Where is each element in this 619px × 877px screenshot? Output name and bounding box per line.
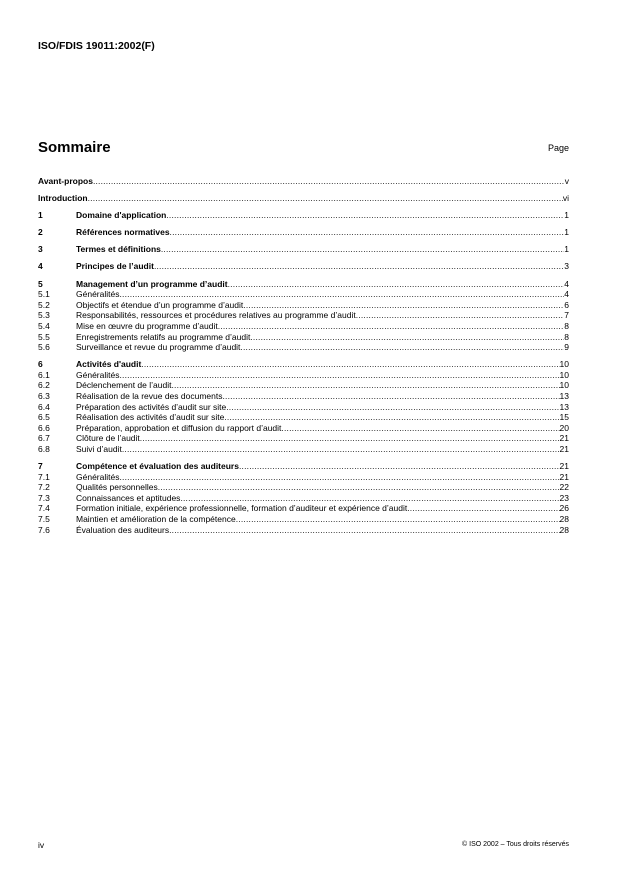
toc-entry[interactable] [38, 244, 569, 255]
toc-entry[interactable] [38, 525, 569, 536]
toc-entry-label: Préparation, approbation et diffusion du rapport d’audit [76, 422, 282, 433]
toc-entry[interactable] [38, 461, 569, 472]
toc-entry-number: 7.5 [38, 514, 50, 525]
dot-leader [239, 461, 560, 472]
toc-entry-page: 21 [559, 461, 569, 472]
toc-entry[interactable] [38, 176, 569, 187]
dot-leader [158, 482, 560, 493]
toc-entry-page: 6 [564, 299, 569, 310]
toc-entry-label: Principes de l’audit [76, 261, 154, 272]
toc-entry-page: 8 [564, 320, 569, 331]
toc-entry-page: 3 [564, 261, 569, 272]
toc-entry-label: Avant-propos [38, 176, 93, 186]
toc-entry[interactable] [38, 193, 569, 204]
dot-leader [161, 244, 564, 255]
toc-entry-label: Objectifs et étendue d’un programme d’audit [76, 299, 244, 310]
toc-entry-label: Surveillance et revue du programme d’audit [76, 342, 241, 353]
toc-entry[interactable] [38, 370, 569, 381]
toc-entry-page: 28 [559, 514, 569, 525]
footer-page-number: iv [38, 840, 45, 850]
dot-leader [166, 210, 564, 221]
dot-leader [240, 342, 564, 353]
toc-entry[interactable] [38, 514, 569, 525]
toc-entry[interactable] [38, 402, 569, 413]
toc-entry-page: 4 [564, 289, 569, 300]
toc-entry-page: 22 [559, 482, 569, 493]
toc-entry-page: 10 [559, 369, 569, 380]
toc-entry-number: 5.2 [38, 299, 50, 310]
toc-entry-number: 6.3 [38, 391, 50, 401]
toc-entry-page: 21 [559, 433, 569, 444]
toc-entry-label: Réalisation de la revue des documents [76, 391, 223, 401]
toc-entry[interactable] [38, 472, 569, 483]
toc-entry-number: 5.6 [38, 342, 50, 353]
toc-entry-number: 5 [38, 278, 43, 289]
dot-leader [119, 289, 564, 300]
toc-entry-page: 13 [559, 391, 569, 401]
toc-entry-page: 1 [564, 227, 569, 238]
toc-entry-number: 5.1 [38, 289, 50, 300]
toc-entry-label: Références normatives [76, 227, 170, 238]
toc-entry-number: 1 [38, 210, 43, 221]
dot-leader [226, 402, 559, 413]
toc-entry-page: 13 [559, 401, 569, 412]
toc-entry-label: Réalisation des activités d’audit sur site [76, 412, 225, 423]
toc-entry-page: 1 [564, 210, 569, 221]
toc-entry-number: 6 [38, 359, 43, 370]
toc-entry[interactable] [38, 227, 569, 238]
table-of-contents [38, 176, 569, 535]
toc-entry[interactable] [38, 310, 569, 321]
toc-entry-page: 28 [559, 524, 569, 535]
toc-entry-page: 21 [559, 471, 569, 482]
toc-entry[interactable] [38, 321, 569, 332]
toc-entry-label: Déclenchement de l’audit [76, 380, 172, 391]
dot-leader [170, 227, 565, 238]
toc-entry[interactable] [38, 380, 569, 391]
dot-leader [281, 423, 559, 434]
toc-entry-number: 3 [38, 244, 43, 255]
toc-entry-number: 6.5 [38, 412, 50, 423]
toc-entry-label: Généralités [76, 369, 120, 380]
toc-entry-number: 6.1 [38, 369, 50, 380]
toc-entry-label: Responsabilités, ressources et procédures relatives au programme d’audit [76, 310, 356, 321]
toc-entry[interactable] [38, 289, 569, 300]
dot-leader [140, 433, 560, 444]
toc-entry-number: 2 [38, 227, 43, 238]
dot-leader [169, 525, 559, 536]
toc-entry-label: Connaissances et aptitudes [76, 492, 181, 503]
toc-entry-number: 7.1 [38, 471, 50, 482]
toc-entry-number: 7.3 [38, 492, 50, 503]
toc-entry-label: Maintien et amélioration de la compétence [76, 514, 236, 525]
toc-entry[interactable] [38, 261, 569, 272]
toc-entry[interactable] [38, 482, 569, 493]
dot-leader [119, 370, 559, 381]
toc-entry-page: vi [562, 193, 569, 204]
dot-leader [88, 193, 563, 204]
footer-copyright: © ISO 2002 – Tous droits réservés [462, 841, 569, 848]
dot-leader [171, 380, 559, 391]
toc-entry[interactable] [38, 444, 569, 455]
dot-leader [218, 321, 565, 332]
toc-entry[interactable] [38, 391, 569, 402]
toc-entry-label: Introduction [38, 193, 88, 204]
dot-leader [154, 261, 564, 272]
toc-entry-label: Termes et définitions [76, 244, 161, 255]
dot-leader [407, 503, 559, 514]
toc-entry[interactable] [38, 503, 569, 514]
toc-entry-label: Mise en œuvre du programme d’audit [76, 320, 218, 331]
toc-entry-page: 15 [559, 412, 569, 423]
toc-entry-label: Évaluation des auditeurs [76, 524, 170, 535]
toc-entry-page: 10 [559, 359, 569, 370]
toc-entry-number: 6.6 [38, 422, 50, 433]
toc-entry-label: Formation initiale, expérience professionnelle, formation d’auditeur et expérience d’audit [76, 503, 408, 514]
toc-entry-page: 8 [564, 331, 569, 342]
toc-title: Sommaire [38, 139, 111, 156]
toc-entry-label: Qualités personnelles [76, 482, 158, 493]
toc-entry-number: 7.6 [38, 524, 50, 535]
toc-entry-label: Préparation des activités d’audit sur site [76, 401, 227, 412]
toc-entry-number: 5.5 [38, 331, 50, 342]
toc-entry-label: Généralités [76, 471, 120, 482]
dot-leader [222, 391, 559, 402]
toc-entry[interactable] [38, 359, 569, 370]
toc-entry-number: 6.2 [38, 380, 50, 391]
toc-entry-page: 9 [564, 342, 569, 353]
dot-leader [119, 472, 559, 483]
document-id: ISO/FDIS 19011:2002(F) [38, 40, 155, 52]
toc-entry[interactable] [38, 493, 569, 504]
toc-entry-label: Enregistrements relatifs au programme d’audit [76, 331, 251, 342]
toc-entry-page: 1 [564, 244, 569, 255]
toc-entry-page: 21 [559, 443, 569, 454]
toc-entry-label: Clôture de l’audit [76, 433, 140, 444]
toc-entry-page: 10 [559, 380, 569, 391]
toc-entry-label: Compétence et évaluation des auditeurs [76, 461, 239, 472]
dot-leader [236, 514, 560, 525]
toc-entry-number: 6.4 [38, 401, 50, 412]
toc-entry-page: 4 [564, 278, 569, 289]
toc-entry-page: 7 [564, 310, 569, 321]
toc-entry[interactable] [38, 412, 569, 423]
toc-entry-number: 5.3 [38, 310, 50, 321]
dot-leader [93, 176, 565, 187]
dot-leader [122, 444, 560, 455]
toc-entry-number: 6.7 [38, 433, 50, 444]
toc-entry-page: 20 [559, 422, 569, 433]
toc-entry[interactable] [38, 342, 569, 353]
toc-entry-number: 7.4 [38, 503, 50, 514]
toc-entry-label: Domaine d'application [76, 210, 167, 221]
toc-entry-page: 23 [559, 492, 569, 503]
dot-leader [250, 332, 564, 343]
dot-leader [228, 279, 565, 290]
toc-entry-label: Suivi d’audit [76, 443, 122, 454]
page-column-label: Page [547, 143, 569, 153]
dot-leader [224, 412, 559, 423]
toc-entry[interactable] [38, 279, 569, 290]
toc-entry-page: 26 [559, 503, 569, 514]
toc-entry[interactable] [38, 300, 569, 311]
toc-entry[interactable] [38, 210, 569, 221]
toc-entry-label: Activités d'audit [76, 359, 142, 370]
toc-entry-number: 6.8 [38, 443, 50, 454]
toc-entry-number: 7.2 [38, 482, 50, 493]
dot-leader [141, 359, 559, 370]
toc-entry-number: 7 [38, 461, 43, 472]
toc-title-row [38, 139, 569, 159]
toc-entry[interactable] [38, 423, 569, 434]
toc-entry[interactable] [38, 433, 569, 444]
dot-leader [356, 310, 565, 321]
dot-leader [180, 493, 559, 504]
toc-entry-label: Généralités [76, 289, 120, 300]
toc-entry[interactable] [38, 332, 569, 343]
toc-entry-page: v [564, 176, 569, 186]
toc-entry-label: Management d’un programme d’audit [76, 278, 228, 289]
toc-entry-number: 5.4 [38, 320, 50, 331]
toc-entry-number: 4 [38, 261, 43, 272]
dot-leader [243, 300, 564, 311]
